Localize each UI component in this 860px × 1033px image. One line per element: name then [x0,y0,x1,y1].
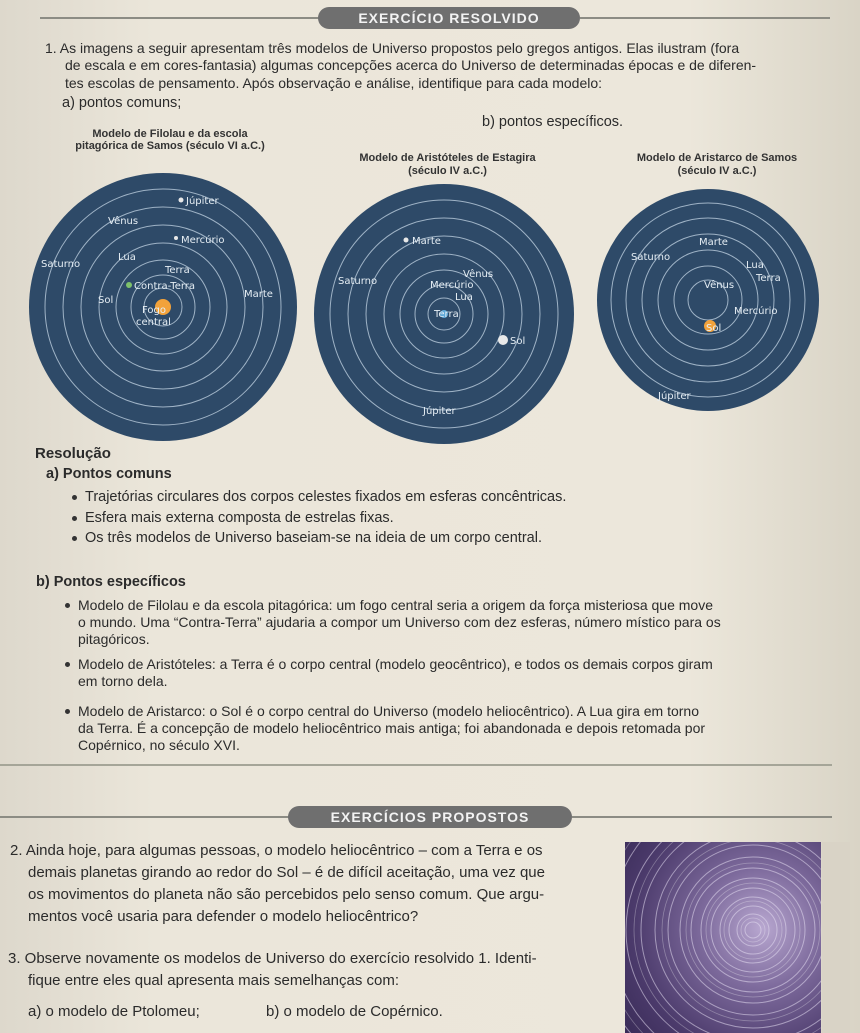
specific-1-line1: Modelo de Filolau e da escola pitagórica: um fogo central seria a origem da força misteriosa que move [78,597,713,613]
resolution-title: Resolução [35,445,111,462]
label-mercury: Mercúrio [181,235,225,246]
label-saturn: Saturno [338,276,378,287]
label-counter-earth: Contra-Terra [134,281,196,292]
proposed-exercises-banner: EXERCÍCIOS PROPOSTOS [288,806,572,828]
specific-2-line1: Modelo de Aristóteles: a Terra é o corpo central (modelo geocêntrico), e todos os demais corpos giram [78,656,713,672]
label-mars: Marte [244,289,273,300]
common-point-1: Trajetórias circulares dos corpos celestes fixados em esferas concêntricas. [85,489,567,505]
label-jupiter: Júpiter [186,196,219,207]
label-venus: Vênus [704,280,735,291]
label-venus: Vênus [463,269,494,280]
q3-line1: 3. Observe novamente os modelos de Universo do exercício resolvido 1. Identi- [8,950,537,967]
label-moon: Lua [455,292,473,303]
label-saturn: Saturno [41,259,81,270]
label-earth: Terra [434,309,459,320]
specific-points-title: b) Pontos específicos [36,574,186,590]
label-central: central [136,317,171,328]
model2-caption-line2: (século IV a.C.) [408,165,487,177]
star-trails-photo [625,842,821,1033]
label-moon: Lua [118,252,136,263]
aristoteles-model-diagram [313,183,575,445]
q1-line3: tes escolas de pensamento. Após observação e análise, identifique para cada modelo: [65,75,603,91]
label-jupiter: Júpiter [423,406,456,417]
label-mercury: Mercúrio [734,306,778,317]
aristarco-model-diagram [596,188,821,413]
model2-caption-line1: Modelo de Aristóteles de Estagira [359,152,536,164]
bullet [65,603,70,608]
star-trails-image [625,842,821,1033]
label-moon: Lua [746,260,764,271]
q3-option-a: a) o modelo de Ptolomeu; [28,1003,200,1020]
q3-option-b: b) o modelo de Copérnico. [266,1003,443,1020]
label-mars: Marte [412,236,441,247]
common-points-title: a) Pontos comuns [46,466,172,482]
q3-line2: fique entre eles qual apresenta mais semelhanças com: [28,972,400,989]
q2-line1: 2. Ainda hoje, para algumas pessoas, o modelo heliocêntrico – com a Terra e os [10,842,543,859]
proposed-rule-left [0,816,290,818]
bullet [72,495,77,500]
section-divider [0,764,832,766]
label-sun: Sol [98,295,114,306]
photo-credit-strip [822,842,850,1033]
bullet [65,709,70,714]
label-earth: Terra [756,273,781,284]
label-venus: Vênus [108,216,139,227]
q2-line4: mentos você usaria para defender o modelo heliocêntrico? [28,908,419,925]
label-mars: Marte [699,237,728,248]
sun-icon [498,335,508,345]
label-sun: Sol [510,336,526,347]
specific-3-line1: Modelo de Aristarco: o Sol é o corpo central do Universo (modelo heliocêntrico). A Lua gira em torno [78,703,699,719]
model1-caption-line1: Modelo de Filolau e da escola [92,128,248,140]
counter-earth-icon [126,282,132,288]
solved-exercise-banner: EXERCÍCIO RESOLVIDO [318,7,580,29]
q2-line2: demais planetas girando ao redor do Sol – é de difícil aceitação, uma vez que [28,864,545,881]
label-sun: Sol [706,323,722,334]
common-point-3: Os três modelos de Universo baseiam-se na ideia de um corpo central. [85,530,542,546]
q1-line1: 1. As imagens a seguir apresentam três modelos de Universo propostos pelo gregos antigos. Elas ilustram (fora [45,40,740,56]
specific-2-line2: em torno dela. [78,673,168,689]
model3-caption-line1: Modelo de Aristarco de Samos [636,152,798,164]
model1-caption-line2: pitagórica de Samos (século VI a.C.) [75,140,265,152]
model3-caption-line2: (século IV a.C.) [677,165,757,177]
header-rule-left [40,17,320,19]
q2-line3: os movimentos do planeta não são percebidos pelo senso comum. Que argu- [28,886,545,903]
specific-3-line2: da Terra. É a concepção de modelo heliocêntrico mais antiga; foi abandonada e depois retomada por [78,720,706,736]
label-earth: Terra [165,265,190,276]
bullet [72,536,77,541]
label-fire: Fogo [142,305,166,316]
filolau-model-diagram [28,172,298,442]
header-rule-right [580,17,830,19]
bullet [65,662,70,667]
q1-item-b: b) pontos específicos. [482,114,624,130]
specific-1-line2: o mundo. Uma “Contra-Terra” ajudaria a compor um Universo com dez esferas, número místico para os [78,614,721,630]
label-jupiter: Júpiter [658,391,691,402]
aristarco-outer-sphere [597,189,819,411]
q1-item-a: a) pontos comuns; [62,95,182,111]
label-mercury: Mercúrio [430,280,474,291]
bullet [72,516,77,521]
specific-1-line3: pitagóricos. [78,631,150,647]
common-point-2: Esfera mais externa composta de estrelas fixas. [85,510,394,526]
q1-line2: de escala e em cores-fantasia) algumas concepções acerca do Universo de determinadas épocas e de diferen- [65,57,757,73]
label-saturn: Saturno [631,252,671,263]
proposed-rule-right [572,816,832,818]
specific-3-line3: Copérnico, no século XVI. [78,737,240,753]
